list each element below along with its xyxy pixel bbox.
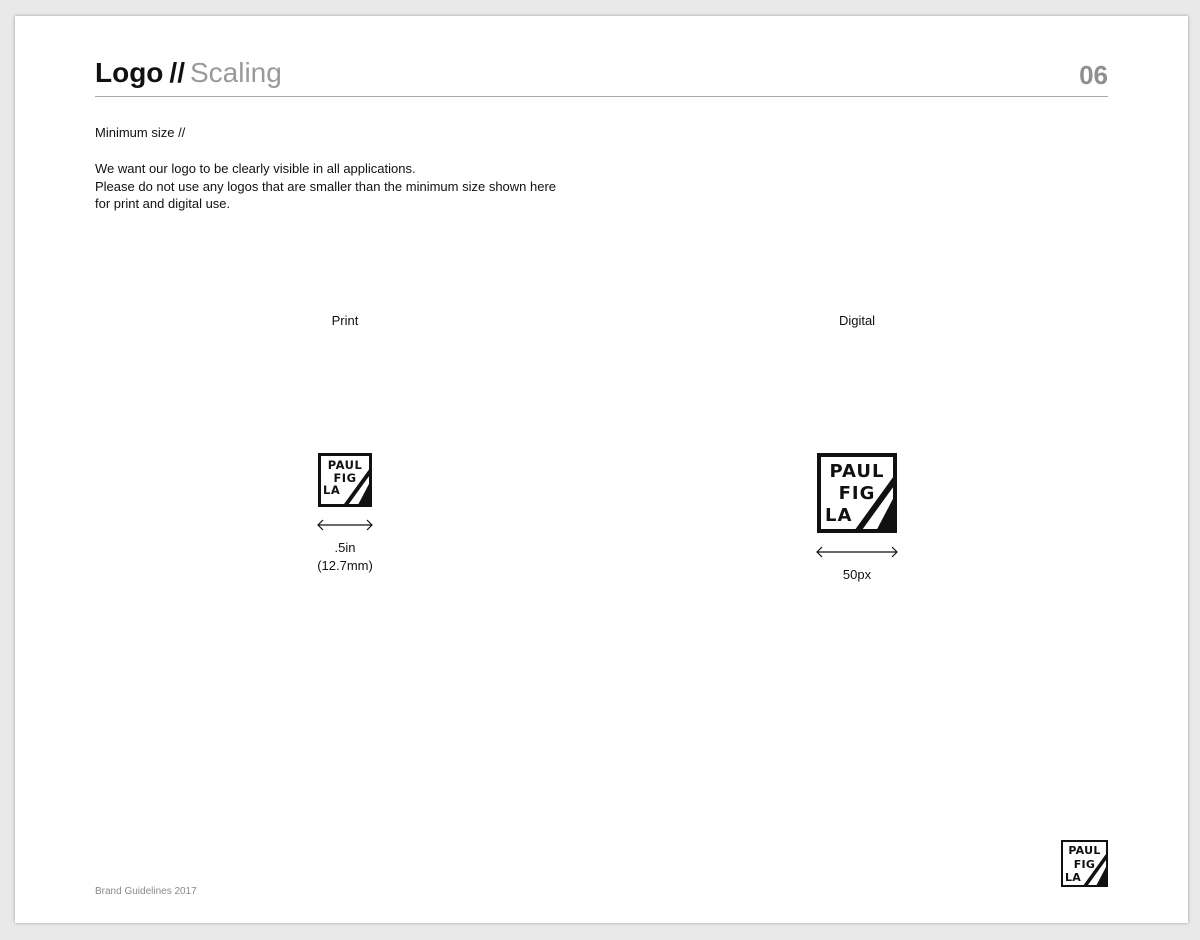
title-separator: // bbox=[169, 57, 185, 88]
logo-wordmark bbox=[1063, 844, 1106, 885]
body-line: We want our logo to be clearly visible in all applications. bbox=[95, 161, 416, 176]
print-size-mm: (12.7mm) bbox=[317, 558, 373, 573]
brand-guideline-page bbox=[15, 16, 1188, 923]
body-line: Please do not use any logos that are smaller than the minimum size shown here bbox=[95, 178, 557, 194]
footer-text: Brand Guidelines 2017 bbox=[95, 886, 197, 897]
print-column bbox=[195, 312, 495, 329]
digital-size-px: 50px bbox=[842, 567, 872, 582]
digital-minimum-size bbox=[797, 566, 917, 584]
section-body bbox=[95, 160, 615, 213]
logo-line: LA bbox=[1065, 871, 1082, 884]
logo-line: PAUL bbox=[327, 458, 363, 472]
title-main: Logo bbox=[95, 57, 164, 88]
section-heading: Minimum size // bbox=[95, 125, 186, 140]
footer-logo bbox=[1061, 840, 1108, 887]
page-header bbox=[95, 54, 1108, 97]
print-label: Print bbox=[331, 313, 359, 328]
logo-line: FIG bbox=[333, 470, 357, 485]
logo-wordmark bbox=[821, 461, 893, 527]
print-size-inches: .5in bbox=[334, 540, 356, 555]
page-number: 06 bbox=[1079, 60, 1108, 90]
page-title bbox=[95, 56, 282, 90]
print-width-arrow-icon bbox=[317, 518, 373, 532]
logo-wordmark bbox=[321, 459, 369, 497]
title-subtitle: Scaling bbox=[189, 57, 282, 88]
logo-line: FIG bbox=[1073, 857, 1096, 871]
print-logo bbox=[318, 453, 372, 507]
logo-line: FIG bbox=[838, 483, 876, 504]
logo-line: LA bbox=[323, 483, 341, 497]
digital-width-arrow-icon bbox=[816, 545, 898, 559]
print-minimum-size bbox=[285, 539, 405, 575]
logo-line: LA bbox=[825, 505, 853, 526]
digital-label: Digital bbox=[838, 313, 876, 328]
logo-line: PAUL bbox=[829, 461, 885, 482]
digital-column bbox=[707, 312, 1007, 329]
logo-line: PAUL bbox=[1068, 844, 1101, 857]
digital-logo bbox=[817, 453, 897, 533]
body-line: for print and digital use. bbox=[95, 196, 231, 211]
